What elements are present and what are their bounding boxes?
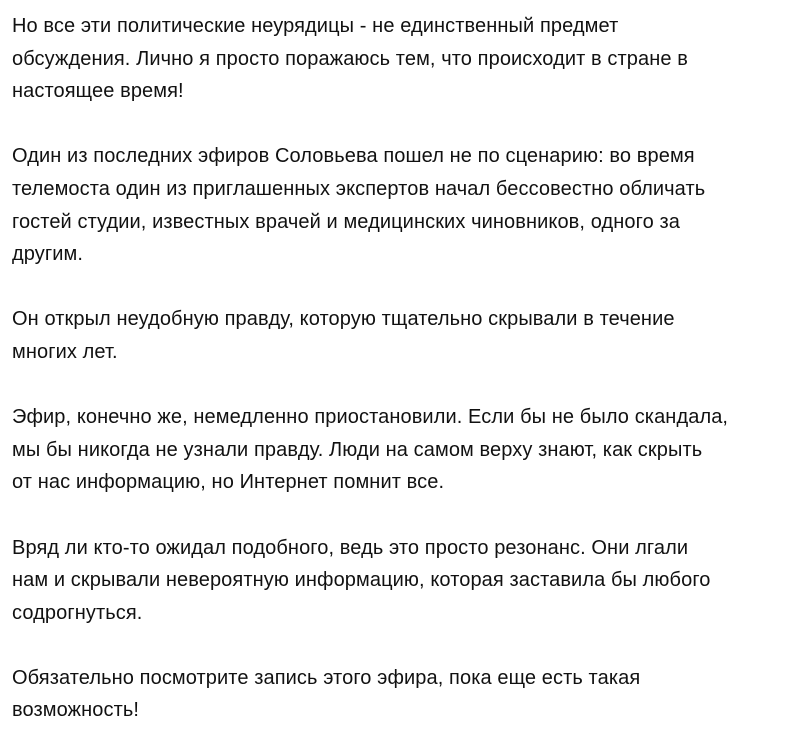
text-line: мы бы никогда не узнали правду. Люди на самом верху знают, как скрыть bbox=[12, 438, 703, 461]
text-line: Эфир, конечно же, немедленно приостановили. Если бы не было скандала, bbox=[12, 406, 729, 429]
text-line: возможность! bbox=[12, 699, 140, 722]
text-line: Обязательно посмотрите запись этого эфира, пока еще есть такая bbox=[12, 666, 641, 689]
text-line: настоящее время! bbox=[12, 80, 184, 103]
paragraph-5 bbox=[12, 532, 797, 630]
text-line: содрогнуться. bbox=[12, 601, 143, 624]
text-line: от нас информацию, но Интернет помнит все. bbox=[12, 471, 445, 494]
text-line: гостей студии, известных врачей и медицинских чиновников, одного за bbox=[12, 210, 680, 233]
text-line: Но все эти политические неурядицы - не единственный предмет bbox=[12, 15, 619, 37]
paragraph-3 bbox=[12, 303, 797, 368]
text-line: телемоста один из приглашенных экспертов начал бессовестно обличать bbox=[12, 177, 706, 200]
paragraph-4 bbox=[12, 401, 797, 499]
text-line: нам и скрывали невероятную информацию, которая заставила бы любого bbox=[12, 569, 711, 592]
text-line: Один из последних эфиров Соловьева пошел не по сценарию: во время bbox=[12, 145, 695, 168]
paragraph-2 bbox=[12, 140, 797, 270]
text-line: обсуждения. Лично я просто поражаюсь тем, что происходит в стране в bbox=[12, 47, 688, 70]
text-line: другим. bbox=[12, 243, 84, 266]
paragraph-1 bbox=[12, 10, 797, 108]
paragraph-6 bbox=[12, 662, 797, 727]
text-line: Вряд ли кто-то ожидал подобного, ведь это просто резонанс. Они лгали bbox=[12, 536, 689, 559]
article-body bbox=[12, 10, 797, 727]
text-line: Он открыл неудобную правду, которую тщательно скрывали в течение bbox=[12, 308, 675, 331]
text-line: многих лет. bbox=[12, 340, 118, 363]
